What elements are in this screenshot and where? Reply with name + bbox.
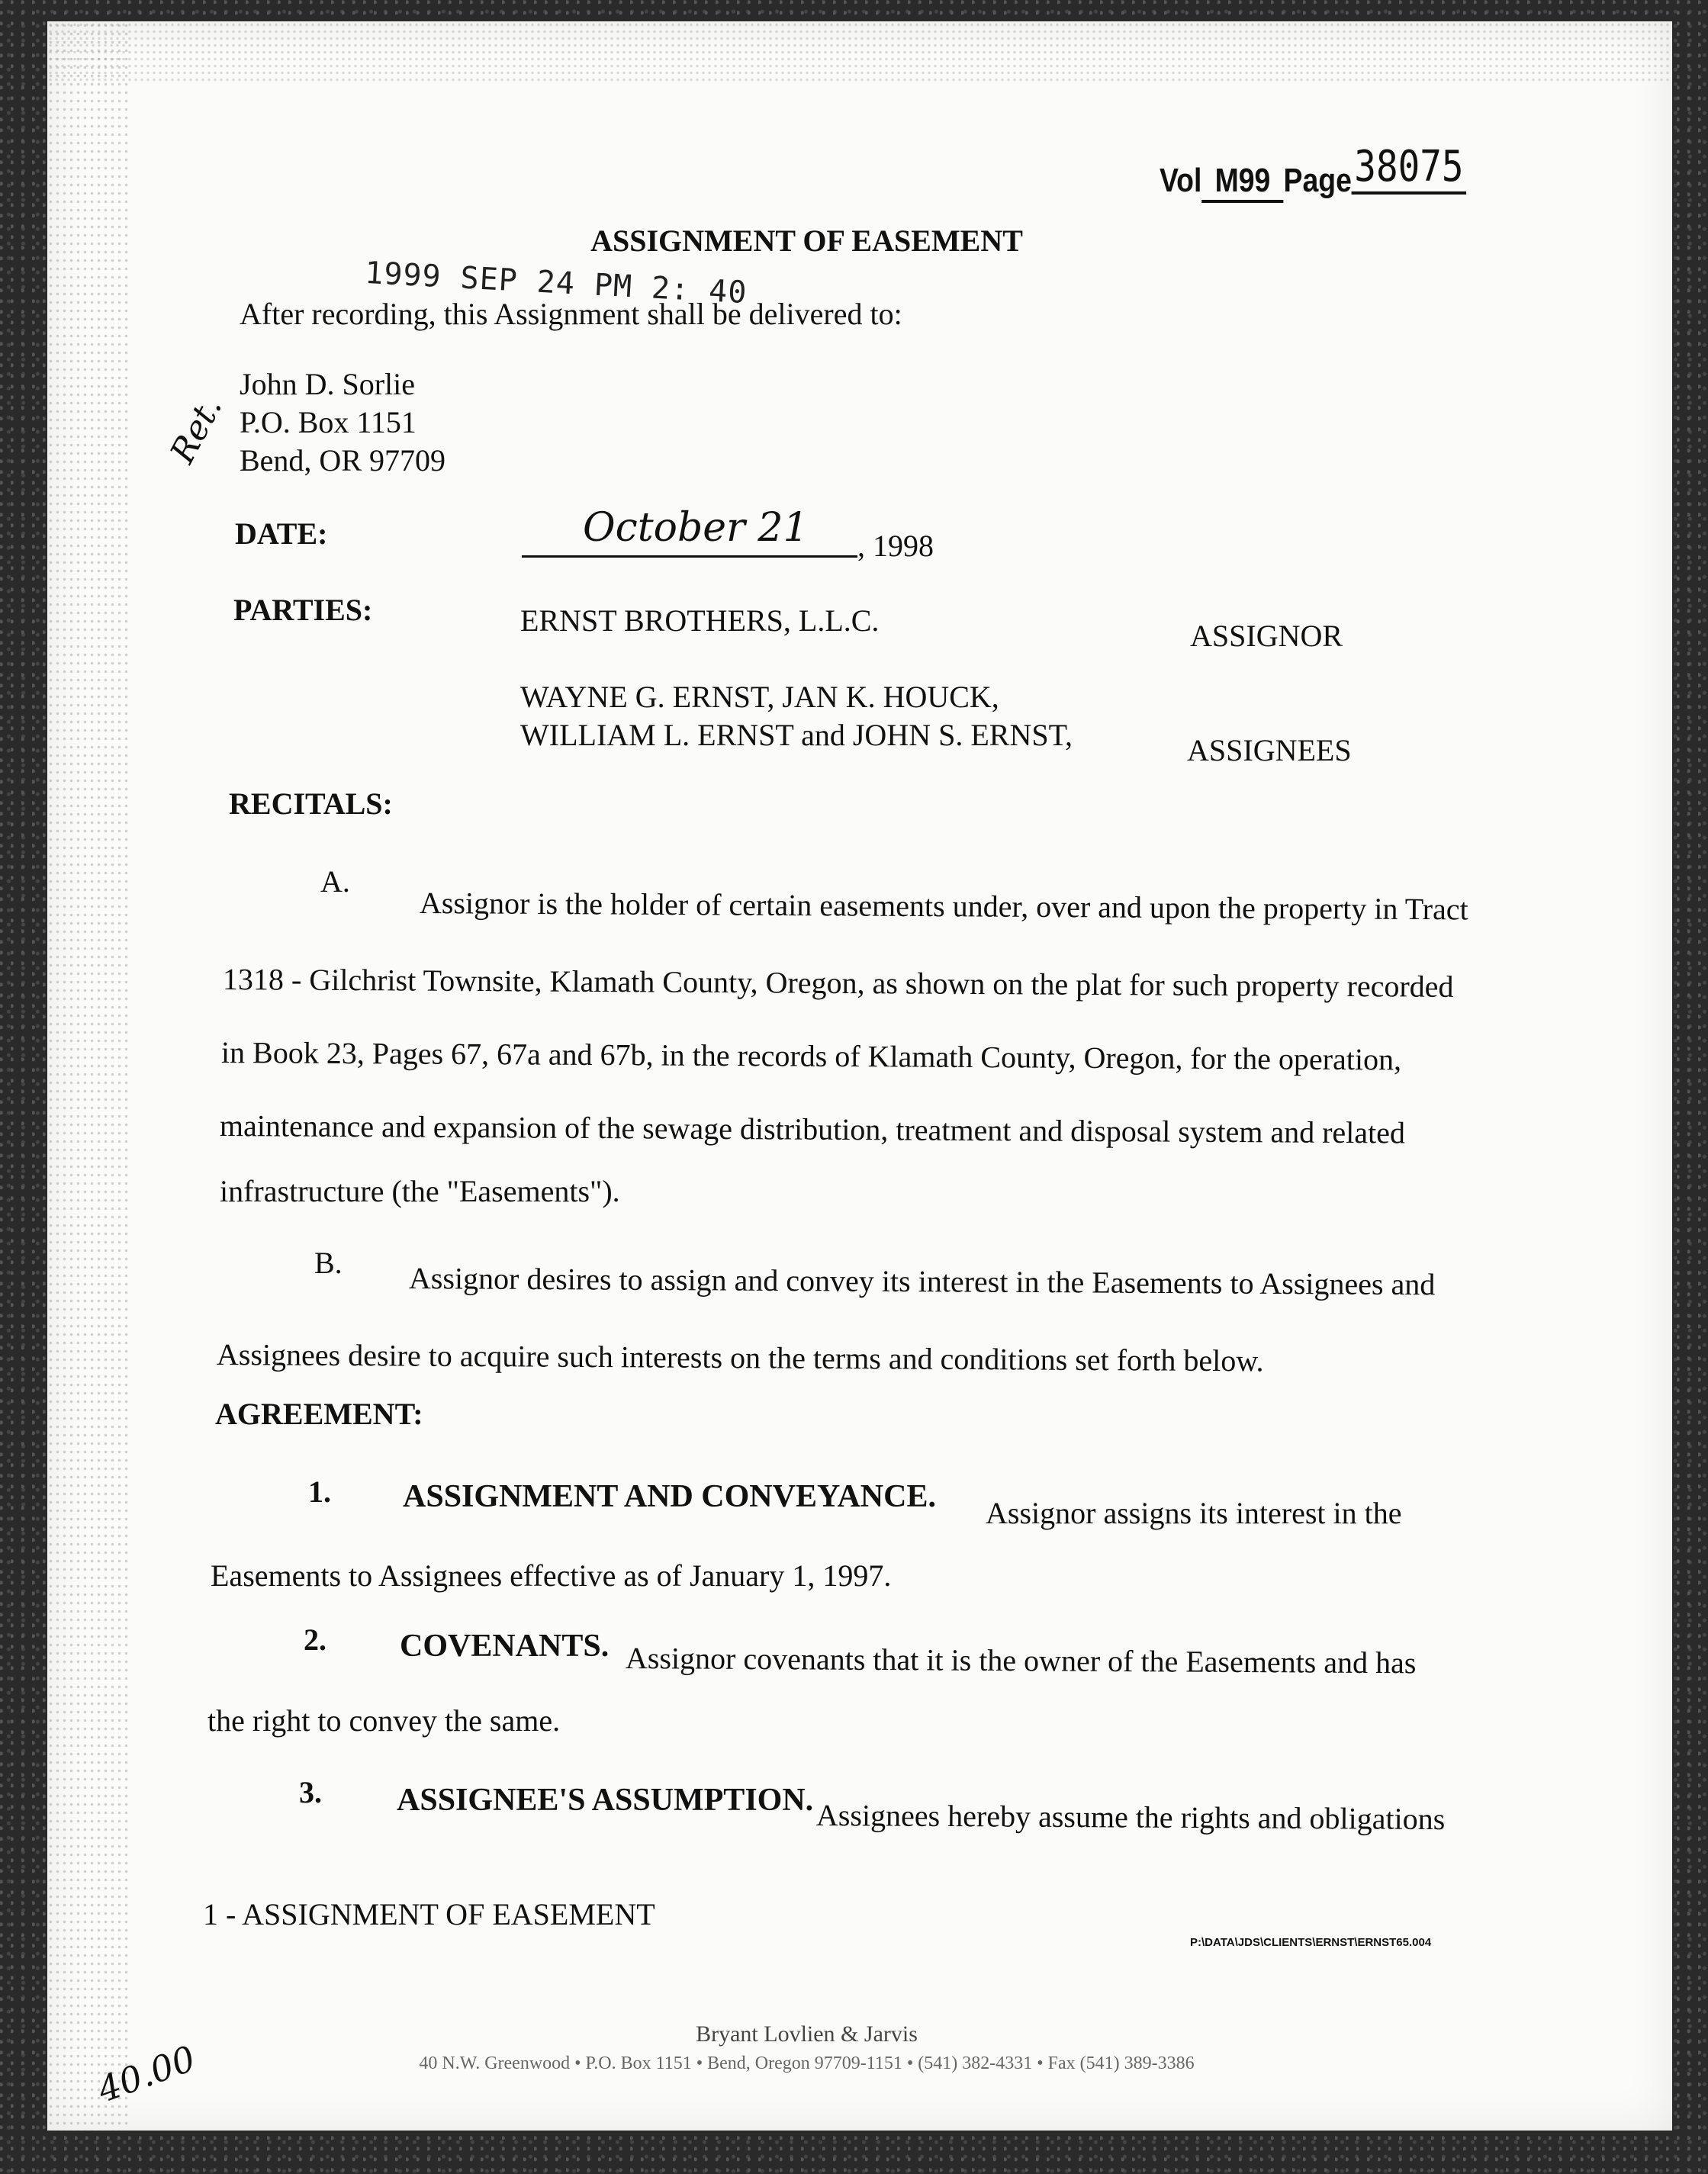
parties-label: PARTIES: <box>233 593 373 627</box>
section-1-text: Assignor assigns its interest in the <box>986 1496 1402 1530</box>
recital-a-line: 1318 - Gilchrist Townsite, Klamath County, Oregon, as shown on the plat for such property recorded <box>222 962 1454 1004</box>
section-2-number: 2. <box>304 1622 326 1657</box>
scan-noise-top <box>47 21 1672 82</box>
footer-file-path: P:\DATA\JDS\CLIENTS\ERNST\ERNST65.004 <box>1190 1936 1432 1949</box>
section-2-heading: COVENANTS. <box>400 1629 610 1664</box>
recital-a-line: Assignor is the holder of certain easements under, over and upon the property in Tract <box>419 886 1468 927</box>
scan-noise-left <box>47 21 131 2131</box>
recital-a-marker: A. <box>320 864 350 899</box>
recital-b-marker: B. <box>314 1246 343 1280</box>
date-signature-line <box>522 505 857 558</box>
date-label: DATE: <box>235 516 328 551</box>
section-3-number: 3. <box>299 1775 322 1809</box>
assignees-role: ASSIGNEES <box>1187 733 1352 767</box>
assignees-line-1: WAYNE G. ERNST, JAN K. HOUCK, <box>520 680 999 714</box>
footer-page-label: 1 - ASSIGNMENT OF EASEMENT <box>203 1897 655 1931</box>
recording-volume-page <box>1160 142 1466 205</box>
law-firm-name: Bryant Lovlien & Jarvis <box>696 2021 918 2047</box>
section-3-text: Assignees hereby assume the rights and obligations <box>815 1798 1446 1837</box>
recital-a-line: in Book 23, Pages 67, 67a and 67b, in the records of Klamath County, Oregon, for the operation, <box>220 1035 1402 1077</box>
recital-a-line: maintenance and expansion of the sewage distribution, treatment and disposal system and related <box>219 1108 1406 1150</box>
assignor-name: ERNST BROTHERS, L.L.C. <box>520 603 880 638</box>
handwritten-fee: 40.00 <box>92 2037 201 2111</box>
recital-b-line: Assignees desire to acquire such interests on the terms and conditions set forth below. <box>216 1337 1264 1378</box>
date-handwritten: October 21 <box>583 505 809 551</box>
vol-value: M99 <box>1201 162 1283 203</box>
section-2-text: the right to convey the same. <box>207 1703 561 1738</box>
section-1-text: Easements to Assignees effective as of January 1, 1997. <box>211 1558 892 1593</box>
page-value: 38075 <box>1352 142 1466 195</box>
document-title: ASSIGNMENT OF EASEMENT <box>590 224 1023 258</box>
handwritten-ret-note: Ret. <box>162 390 230 470</box>
agreement-label: AGREEMENT: <box>215 1397 423 1431</box>
section-3-heading: ASSIGNEE'S ASSUMPTION. <box>397 1783 814 1818</box>
law-firm-address: 40 N.W. Greenwood • P.O. Box 1151 • Bend, Oregon 97709-1151 • (541) 382-4331 • Fax (541) 389-3386 <box>419 2053 1195 2073</box>
recipient-city: Bend, OR 97709 <box>240 443 445 478</box>
delivery-instruction: After recording, this Assignment shall be delivered to: <box>240 297 902 331</box>
section-1-number: 1. <box>308 1475 331 1509</box>
assignees-line-2: WILLIAM L. ERNST and JOHN S. ERNST, <box>520 718 1073 752</box>
recitals-label: RECITALS: <box>229 786 393 821</box>
recipient-name: John D. Sorlie <box>240 367 415 401</box>
recital-a-line: infrastructure (the "Easements"). <box>220 1174 620 1208</box>
recital-b-line: Assignor desires to assign and convey its interest in the Easements to Assignees and <box>408 1261 1436 1302</box>
vol-label: Vol <box>1160 162 1202 199</box>
assignor-role: ASSIGNOR <box>1190 619 1343 653</box>
recipient-box: P.O. Box 1151 <box>240 405 417 439</box>
section-2-text: Assignor covenants that it is the owner of the Easements and has <box>625 1641 1417 1680</box>
section-1-heading: ASSIGNMENT AND CONVEYANCE. <box>403 1479 936 1514</box>
date-year: , 1998 <box>857 529 934 563</box>
recording-stamp: 1999 SEP 24 PM 2: 40 <box>364 255 748 311</box>
page-label: Page <box>1283 162 1352 199</box>
